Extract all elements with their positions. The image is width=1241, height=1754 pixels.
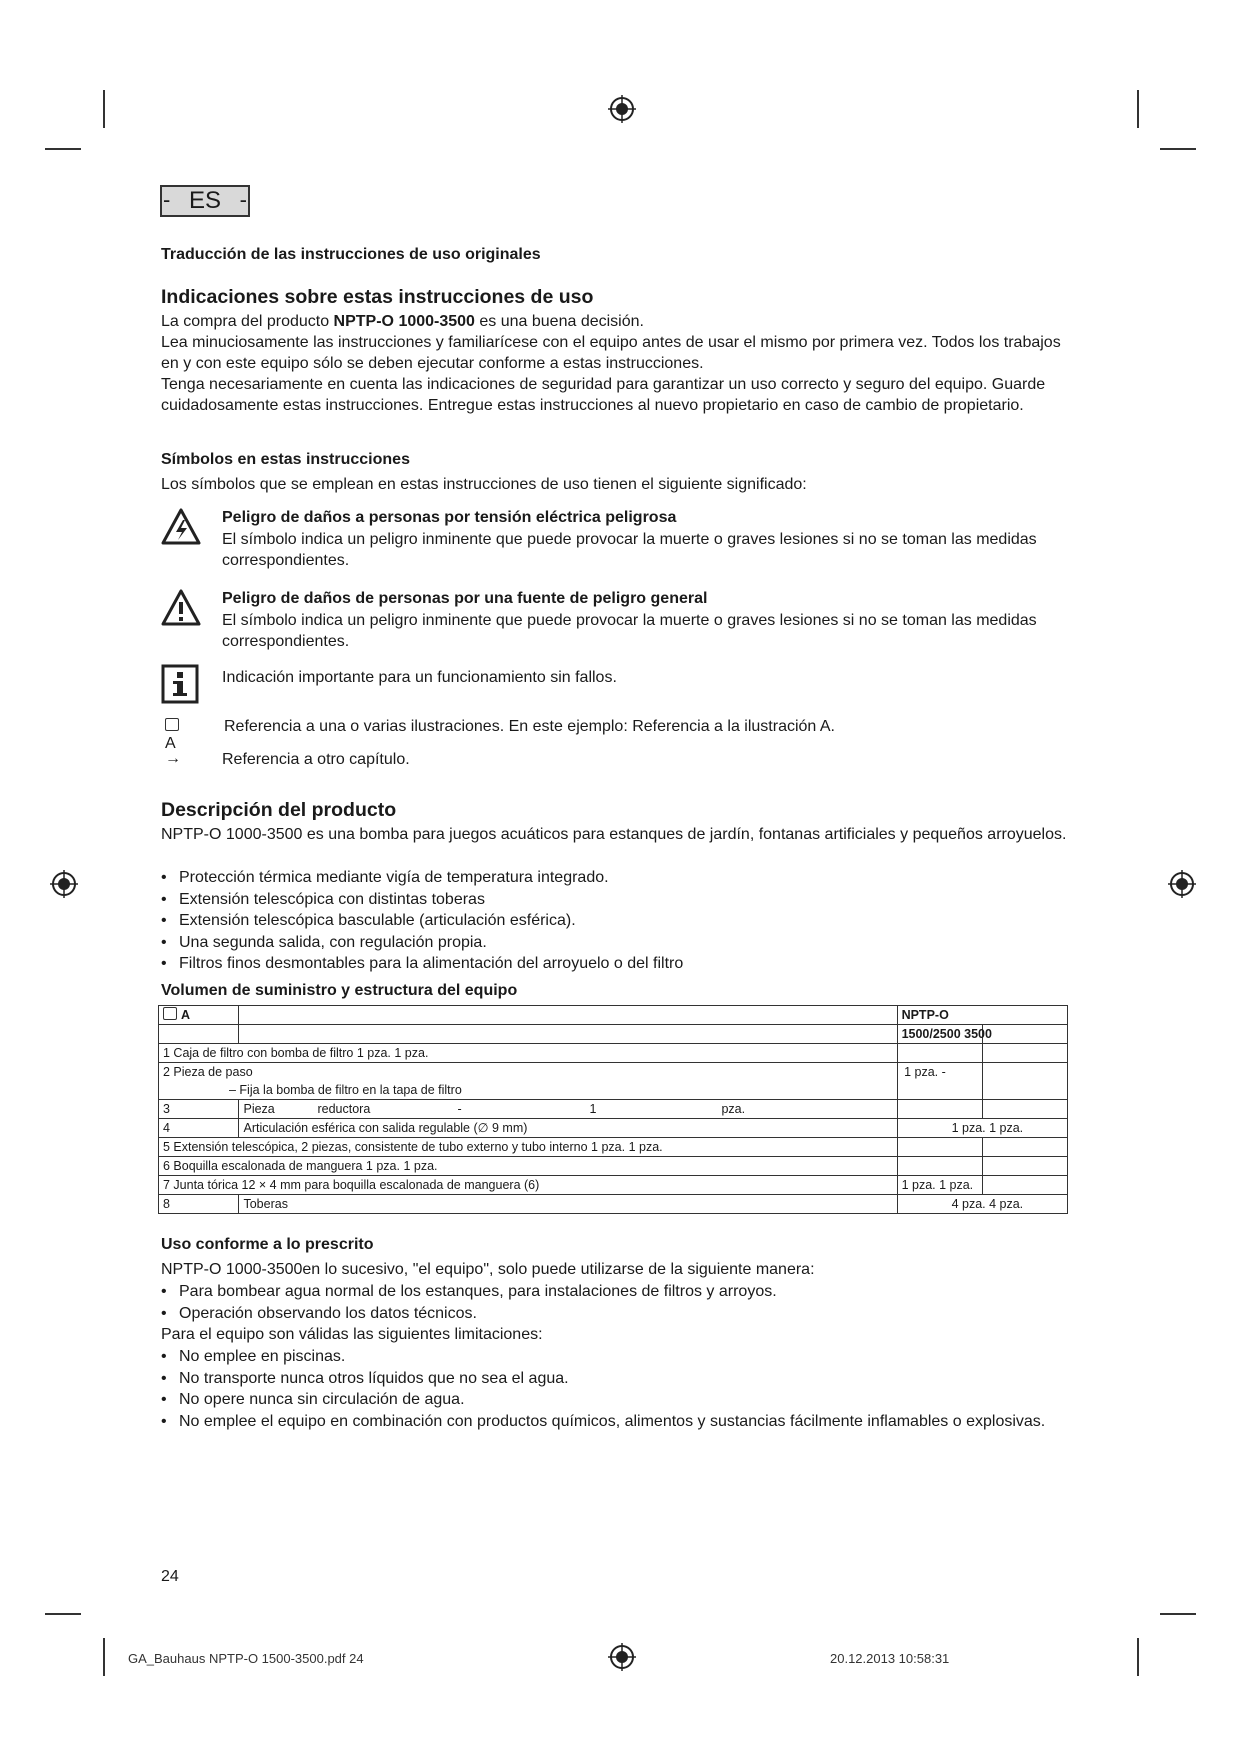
arrow-right-icon: → [165, 750, 181, 767]
feature-list [161, 867, 1061, 975]
reference-label: A [165, 735, 176, 752]
usage-heading: Uso conforme a lo prescrito [161, 1236, 374, 1253]
footer-filename: GA_Bauhaus NPTP-O 1500-3500.pdf 24 [128, 1651, 364, 1666]
reference-symbol [165, 717, 183, 753]
table-cell: 3 [159, 1100, 239, 1119]
general-hazard-text: El símbolo indica un peligro inminente que puede provocar la muerte o graves lesiones si no se toman las medidas correspondientes. [222, 612, 1037, 650]
table-cell: 8 [159, 1195, 239, 1214]
paragraph-safety: Tenga necesariamente en cuenta las indicaciones de seguridad para garantizar un uso correcto y seguro del equipo. Guarde cuidadosamente estas instrucciones. Entregue estas instrucciones al nuevo propietario en caso de cambio de propietario. [161, 376, 1046, 414]
crop-mark [45, 1613, 81, 1615]
table-row [159, 1006, 1068, 1025]
table-row [159, 1081, 1068, 1100]
list-item: • No transporte nunca otros líquidos que no sea el agua. [161, 1368, 1061, 1390]
crop-mark [103, 1638, 105, 1676]
cell-part: 1 [589, 1102, 597, 1116]
product-name: NPTP-O 1000-3500 [333, 313, 475, 330]
symbols-heading: Símbolos en estas instrucciones [161, 451, 410, 468]
table-cell: – Fija la bomba de filtro en la tapa de filtro [159, 1081, 898, 1100]
info-icon [161, 664, 199, 704]
table-row [159, 1063, 1068, 1082]
list-item: • Filtros finos desmontables para la alimentación del arroyuelo o del filtro [161, 953, 1061, 975]
list-item: • No emplee el equipo en combinación con productos químicos, alimentos y sustancias fácilmente inflamables o explosivas. [161, 1411, 1061, 1433]
table-cell: 2 Pieza de paso [159, 1063, 898, 1082]
crop-mark [45, 148, 81, 150]
warning-icon [161, 589, 201, 627]
figure-reference-icon [165, 718, 179, 731]
info-text: Indicación importante para un funcionamiento sin fallos. [222, 669, 617, 686]
list-item: • Extensión telescópica basculable (articulación esférica). [161, 910, 1061, 932]
description-intro: NPTP-O 1000-3500 es una bomba para juegos acuáticos para estanques de jardín, fontanas artificiales y pequeños arroyuelos. [161, 826, 1067, 843]
cell-part: - [457, 1102, 462, 1116]
table-cell [897, 1100, 982, 1119]
table-row [159, 1176, 1068, 1195]
table-cell [239, 1025, 897, 1044]
symbols-intro: Los símbolos que se emplean en estas instrucciones de uso tienen el siguiente significado: [161, 476, 807, 493]
scope-heading: Volumen de suministro y estructura del equipo [161, 982, 518, 999]
table-cell [982, 1063, 1067, 1082]
table-cell: Toberas [239, 1195, 897, 1214]
table-cell [982, 1081, 1067, 1100]
cell-part: pza. [721, 1102, 746, 1116]
electric-hazard-title [222, 508, 1052, 529]
table-header-model: NPTP-O [897, 1006, 1067, 1025]
table-cell [897, 1081, 982, 1100]
language-tag: - ES - [160, 185, 250, 217]
list-item: • Una segunda salida, con regulación propia. [161, 932, 1061, 954]
table-row [159, 1100, 1068, 1119]
parts-table [158, 1005, 1068, 1214]
crop-mark [103, 90, 105, 128]
table-cell: 6 Boquilla escalonada de manguera 1 pza. 1 pza. [159, 1157, 898, 1176]
crop-mark [1160, 1613, 1196, 1615]
list-item: • No opere nunca sin circulación de agua. [161, 1389, 1061, 1411]
electric-title-text: Peligro de daños a personas por tensión eléctrica peligrosa [222, 509, 677, 526]
registration-mark-icon [607, 1642, 637, 1672]
table-cell [982, 1138, 1067, 1157]
cell-part: Pieza [243, 1102, 275, 1116]
table-cell [982, 1025, 1067, 1044]
table-cell [897, 1044, 982, 1063]
table-cell [897, 1157, 982, 1176]
electric-hazard-icon [161, 508, 201, 546]
table-cell [982, 1176, 1067, 1195]
table-row [159, 1119, 1068, 1138]
footer-timestamp: 20.12.2013 10:58:31 [830, 1651, 950, 1666]
registration-mark-icon [607, 94, 637, 124]
arrow-text: Referencia a otro capítulo. [222, 751, 410, 768]
crop-mark [1137, 1638, 1139, 1676]
table-cell: 7 Junta tórica 12 × 4 mm para boquilla escalonada de manguera (6) [159, 1176, 898, 1195]
list-item: • Para bombear agua normal de los estanques, para instalaciones de filtros y arroyos. [161, 1281, 1061, 1303]
list-item: • Extensión telescópica con distintas toberas [161, 889, 1061, 911]
section-heading-instructions: Indicaciones sobre estas instrucciones de uso [161, 286, 594, 308]
table-cell: 1 pza. 1 pza. [897, 1176, 982, 1195]
table-row [159, 1157, 1068, 1176]
reference-text: Referencia a una o varias ilustraciones. En este ejemplo: Referencia a la ilustración A. [224, 718, 835, 735]
list-item: • Protección térmica mediante vigía de temperatura integrado. [161, 867, 1061, 889]
table-cell [982, 1044, 1067, 1063]
list-item: • No emplee en piscinas. [161, 1346, 1061, 1368]
usage-list [161, 1281, 1061, 1324]
table-cell: 1 Caja de filtro con bomba de filtro 1 pza. 1 pza. [159, 1044, 898, 1063]
table-row [159, 1195, 1068, 1214]
page-number: 24 [161, 1568, 179, 1585]
table-cell [982, 1100, 1067, 1119]
table-row [159, 1044, 1068, 1063]
list-item: • Operación observando los datos técnicos. [161, 1303, 1061, 1325]
general-hazard-title [222, 589, 1052, 610]
crop-mark [1137, 90, 1139, 128]
purchase-text-end: es una buena decisión. [474, 313, 644, 330]
translation-subtitle: Traducción de las instrucciones de uso originales [161, 246, 541, 263]
crop-mark [1160, 148, 1196, 150]
table-cell [239, 1006, 897, 1025]
table-cell [159, 1025, 239, 1044]
table-cell [159, 1006, 239, 1025]
table-header-ref: A [181, 1008, 191, 1022]
purchase-text: La compra del producto [161, 313, 334, 330]
table-row [159, 1025, 1068, 1044]
paragraph-read-instructions: Lea minuciosamente las instrucciones y familiarícese con el equipo antes de usar el mismo por primera vez. Todos los trabajos en y con este equipo sólo se deben ejecutar conforme a estas instrucciones. [161, 334, 1061, 372]
purchase-line [161, 312, 1073, 333]
table-cell [982, 1157, 1067, 1176]
cell-part: reductora [317, 1102, 371, 1116]
usage-intro: NPTP-O 1000-3500en lo sucesivo, "el equipo", solo puede utilizarse de la siguiente manera: [161, 1261, 815, 1278]
registration-mark-icon [49, 869, 79, 899]
table-cell: 1 pza. 1 pza. [897, 1119, 1067, 1138]
table-cell: 4 [159, 1119, 239, 1138]
electric-hazard-text: El símbolo indica un peligro inminente que puede provocar la muerte o graves lesiones si no se toman las medidas correspondientes. [222, 531, 1037, 569]
table-row [159, 1138, 1068, 1157]
general-title-text: Peligro de daños de personas por una fuente de peligro general [222, 590, 708, 607]
table-cell [239, 1100, 897, 1119]
table-cell: 5 Extensión telescópica, 2 piezas, consistente de tubo externo y tubo interno 1 pza. 1 pza. [159, 1138, 898, 1157]
registration-mark-icon [1167, 869, 1197, 899]
table-cell: 1 pza. - [897, 1063, 982, 1082]
figure-reference-icon [163, 1007, 177, 1020]
description-heading: Descripción del producto [161, 799, 397, 821]
table-cell: Articulación esférica con salida regulable (∅ 9 mm) [239, 1119, 897, 1138]
limits-list [161, 1346, 1061, 1432]
limits-intro: Para el equipo son válidas las siguientes limitaciones: [161, 1326, 543, 1343]
table-cell: 4 pza. 4 pza. [897, 1195, 1067, 1214]
table-header-variants: 1500/2500 3500 [897, 1025, 982, 1044]
table-cell [897, 1138, 982, 1157]
